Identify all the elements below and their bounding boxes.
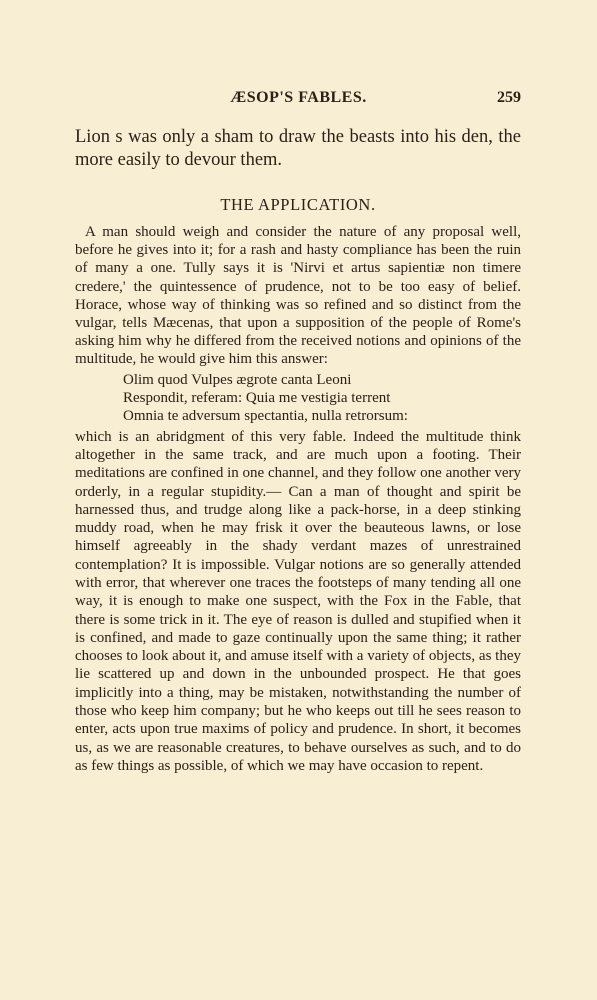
verse-line: Respondit, referam: Quia me vestigia terrent [123, 389, 391, 406]
application-paragraph-1: A man should weigh and consider the nature of any proposal well, before he gives into it; for a rash and hasty compliance has been the ruin of many a one. Tully says it is 'Nirvi et artus sapientiæ non timere credere,' the quintessence of prudence, not to be too easy of belief. Horace, whose way of thinking was so refined and so distinct from the vulgar, tells Mæcenas, that upon a supposition of the people of Rome's asking him why he differed from the received notions and opinions of the multitude, he would give him this answer: [75, 224, 521, 368]
section-heading: THE APPLICATION. [220, 195, 376, 214]
verse-line: Olim quod Vulpes ægrote canta Leoni [123, 371, 352, 388]
lead-paragraph: Lion s was only a sham to draw the beasts into his den, the more easily to devour them. [75, 127, 521, 170]
verse-line: Omnia te adversum spectantia, nulla retrorsum: [123, 407, 408, 424]
latin-verse [75, 371, 521, 425]
running-title: ÆSOP'S FABLES. [230, 89, 367, 106]
application-paragraph-2: which is an abridgment of this very fable. Indeed the multitude think altogether in the same track, and are much upon a footing. Their meditations are confined in one channel, and they follow one another very orderly, in a regular stupidity.— Can a man of thought and spirit be harnessed thus, and trudge along like a pack-horse, in a deep stinking muddy road, when he may frisk it over the beauteous lawns, or lose himself agreeably in the shady verdant mazes of unrestrained contemplation? It is impossible. Vulgar notions are so generally attended with error, that wherever one traces the footsteps of many tending all one way, it is enough to make one suspect, with the Fox in the Fable, that there is some trick in it. The eye of reason is dulled and stupified when it is confined, and made to gaze continually upon the same thing; it rather chooses to look about it, and amuse itself with a variety of objects, as they lie scattered up and down in the unbounded prospect. He that goes implicitly into a thing, may be mistaken, notwithstanding the number of those who keep him company; but he who keeps out till he sees reason to enter, acts upon true maxims of policy and prudence. In short, it becomes us, as we are reasonable creatures, to behave ourselves as such, and to do as few things as possible, of which we may have occasion to repent. [75, 428, 521, 774]
page-header [0, 89, 597, 111]
page-number: 259 [497, 89, 521, 106]
page-body [75, 126, 521, 775]
